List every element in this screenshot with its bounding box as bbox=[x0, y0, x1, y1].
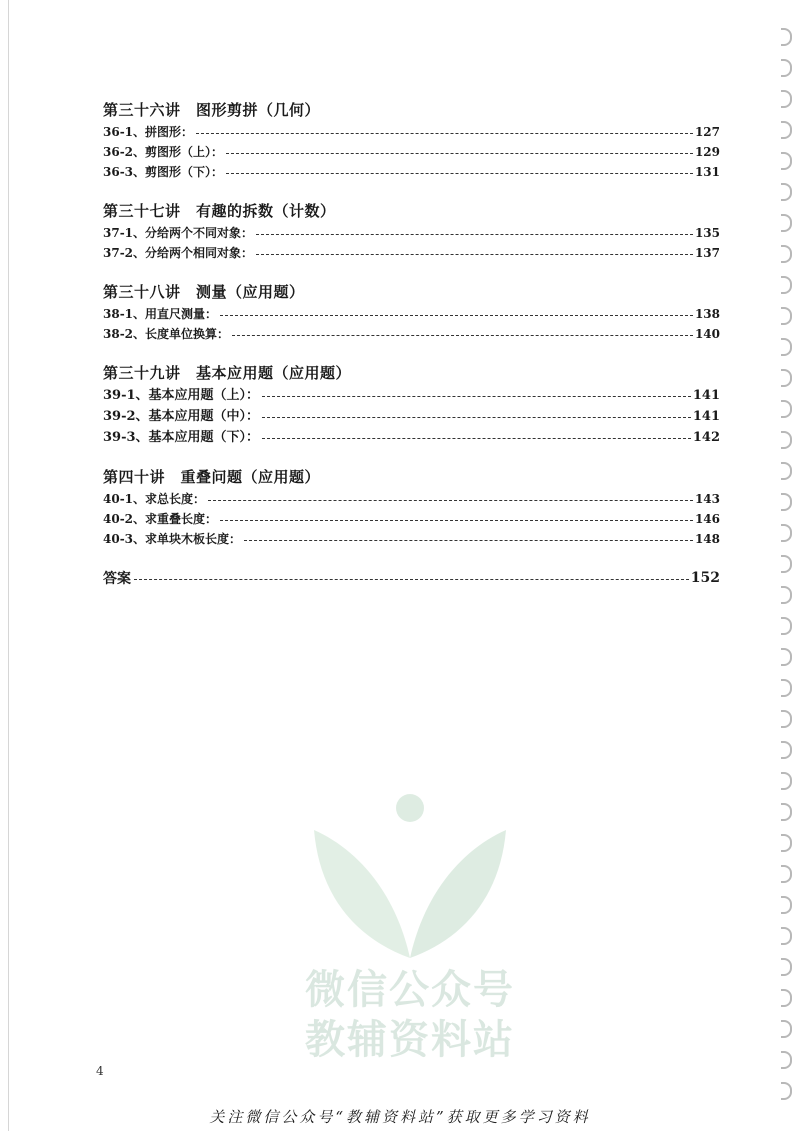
dot-leader bbox=[220, 520, 693, 521]
binder-ring-icon bbox=[781, 462, 792, 480]
binder-ring-icon bbox=[781, 958, 792, 976]
binder-ring-icon bbox=[781, 493, 792, 511]
entry-label: 40-1、求总长度： bbox=[103, 492, 206, 506]
watermark-line-1: 微信公众号 bbox=[305, 967, 515, 1013]
binder-ring-icon bbox=[781, 431, 792, 449]
binder-ring-icon bbox=[781, 927, 792, 945]
binder-ring-icon bbox=[781, 679, 792, 697]
entry-label: 36-1、拼图形： bbox=[103, 125, 194, 139]
toc-entry[interactable] bbox=[103, 529, 720, 549]
toc-entry[interactable] bbox=[103, 385, 720, 406]
dot-leader bbox=[226, 173, 693, 174]
dot-leader bbox=[134, 579, 689, 580]
binder-ring-icon bbox=[781, 741, 792, 759]
answer-page: 152 bbox=[690, 570, 720, 586]
binder-ring-icon bbox=[781, 710, 792, 728]
dot-leader bbox=[208, 500, 693, 501]
toc-section-40 bbox=[103, 465, 720, 549]
entry-label: 36-3、剪图形（下）： bbox=[103, 165, 224, 179]
watermark-line-2: 教辅资料站 bbox=[305, 1017, 515, 1063]
entry-page: 138 bbox=[694, 307, 720, 321]
toc-entry-answers[interactable] bbox=[103, 566, 720, 590]
binder-ring-icon bbox=[781, 369, 792, 387]
entry-label: 37-2、分给两个相同对象： bbox=[103, 246, 254, 260]
binder-ring-icon bbox=[781, 183, 792, 201]
entry-label: 36-2、剪图形（上）： bbox=[103, 145, 224, 159]
entry-page: 140 bbox=[694, 327, 720, 341]
binder-ring-icon bbox=[781, 152, 792, 170]
binder-ring-icon bbox=[781, 989, 792, 1007]
binder-ring-icon bbox=[781, 896, 792, 914]
toc-entry[interactable] bbox=[103, 243, 720, 263]
binder-ring-icon bbox=[781, 1020, 792, 1038]
toc-entry[interactable] bbox=[103, 223, 720, 243]
entry-page: 135 bbox=[694, 226, 720, 240]
footer-note: 关注微信公众号“教辅资料站”获取更多学习资料 bbox=[209, 1108, 591, 1126]
dot-leader bbox=[262, 417, 691, 418]
binder-ring-icon bbox=[781, 214, 792, 232]
binder-ring-icon bbox=[781, 834, 792, 852]
entry-label: 40-2、求重叠长度： bbox=[103, 512, 218, 526]
entry-page: 143 bbox=[694, 492, 720, 506]
toc-entry[interactable] bbox=[103, 489, 720, 509]
entry-label: 39-1、基本应用题（上）： bbox=[103, 387, 260, 403]
dot-leader bbox=[256, 254, 693, 255]
entry-label: 40-3、求单块木板长度： bbox=[103, 532, 242, 546]
binder-ring-icon bbox=[781, 28, 792, 46]
binder-ring-icon bbox=[781, 121, 792, 139]
dot-leader bbox=[256, 234, 693, 235]
entry-page: 148 bbox=[694, 532, 720, 546]
section-title: 第三十六讲 图形剪拼（几何） bbox=[103, 101, 321, 119]
entry-page: 137 bbox=[694, 246, 720, 260]
dot-leader bbox=[262, 396, 691, 397]
toc-entry[interactable] bbox=[103, 142, 720, 162]
dot-leader bbox=[262, 438, 691, 439]
binder-ring-icon bbox=[781, 400, 792, 418]
dot-leader bbox=[196, 133, 693, 134]
entry-page: 141 bbox=[692, 387, 720, 403]
entry-page: 129 bbox=[694, 145, 720, 159]
binder-ring-icon bbox=[781, 648, 792, 666]
entry-page: 131 bbox=[694, 165, 720, 179]
sprout-logo-icon bbox=[300, 790, 520, 970]
toc-entry[interactable] bbox=[103, 509, 720, 529]
table-of-contents bbox=[103, 98, 720, 590]
binder-ring-icon bbox=[781, 307, 792, 325]
toc-entry[interactable] bbox=[103, 122, 720, 142]
binder-ring-icon bbox=[781, 90, 792, 108]
section-title: 第三十九讲 基本应用题（应用题） bbox=[103, 364, 352, 382]
entry-label: 38-2、长度单位换算： bbox=[103, 327, 230, 341]
toc-entry[interactable] bbox=[103, 406, 720, 427]
dot-leader bbox=[226, 153, 693, 154]
binder-ring-icon bbox=[781, 586, 792, 604]
toc-entry[interactable] bbox=[103, 324, 720, 344]
entry-page: 146 bbox=[694, 512, 720, 526]
toc-section-36 bbox=[103, 98, 720, 182]
section-title: 第四十讲 重叠问题（应用题） bbox=[103, 468, 321, 486]
entry-page: 127 bbox=[694, 125, 720, 139]
page-edge bbox=[8, 0, 9, 1131]
binder-ring-icon bbox=[781, 772, 792, 790]
binder-ring-icon bbox=[781, 803, 792, 821]
toc-entry[interactable] bbox=[103, 304, 720, 324]
binder-ring-icon bbox=[781, 524, 792, 542]
binder-ring-icon bbox=[781, 276, 792, 294]
binder-ring-icon bbox=[781, 338, 792, 356]
entry-page: 142 bbox=[692, 429, 720, 445]
dot-leader bbox=[232, 335, 693, 336]
binder-ring-icon bbox=[781, 59, 792, 77]
page-number: 4 bbox=[96, 1064, 104, 1078]
entry-label: 39-3、基本应用题（下）： bbox=[103, 429, 260, 445]
binder-ring-icon bbox=[781, 1051, 792, 1069]
toc-section-37 bbox=[103, 199, 720, 263]
entry-label: 37-1、分给两个不同对象： bbox=[103, 226, 254, 240]
toc-section-39 bbox=[103, 361, 720, 448]
binder-ring-icon bbox=[781, 1082, 792, 1100]
binder-ring-icon bbox=[781, 555, 792, 573]
answer-label: 答案 bbox=[103, 571, 131, 587]
entry-label: 39-2、基本应用题（中）： bbox=[103, 408, 260, 424]
section-title: 第三十八讲 测量（应用题） bbox=[103, 283, 305, 301]
binder-ring-icon bbox=[781, 617, 792, 635]
toc-entry[interactable] bbox=[103, 162, 720, 182]
toc-entry[interactable] bbox=[103, 427, 720, 448]
toc-section-38 bbox=[103, 280, 720, 344]
section-title: 第三十七讲 有趣的拆数（计数） bbox=[103, 202, 336, 220]
binder-rings bbox=[764, 0, 800, 1131]
dot-leader bbox=[244, 540, 693, 541]
entry-label: 38-1、用直尺测量： bbox=[103, 307, 218, 321]
binder-ring-icon bbox=[781, 865, 792, 883]
binder-ring-icon bbox=[781, 245, 792, 263]
entry-page: 141 bbox=[692, 408, 720, 424]
watermark bbox=[300, 790, 520, 1063]
dot-leader bbox=[220, 315, 693, 316]
